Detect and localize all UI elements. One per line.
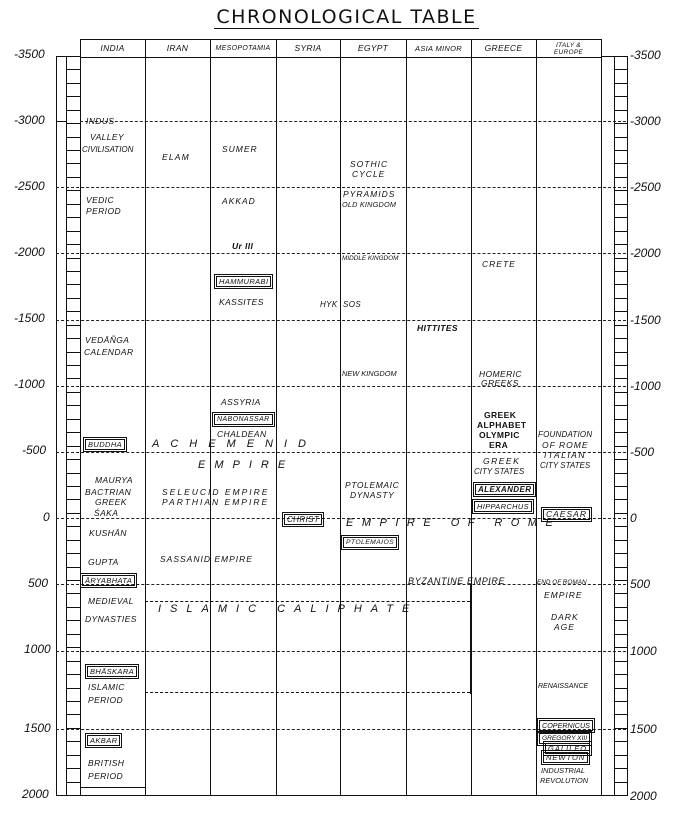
column-divider: [340, 39, 341, 795]
ruler-tick: [614, 284, 627, 285]
india-vedic: VEDIC: [86, 195, 114, 205]
y-label: -500: [22, 443, 47, 457]
ruler-tick: [66, 338, 80, 339]
ruler-tick: [614, 365, 627, 366]
ruler-tick: [66, 782, 80, 783]
india-gupta: GUPTA: [88, 557, 119, 567]
ruler-tick: [614, 688, 627, 689]
ruler-tick: [66, 607, 80, 608]
right-ruler-inner: [614, 56, 615, 795]
column-divider: [601, 39, 602, 795]
ruler-tick: [614, 782, 627, 783]
ruler-tick: [66, 634, 80, 635]
gridline: [56, 187, 626, 188]
egypt-new-kingdom: NEW KINGDOM: [342, 369, 397, 378]
india-kushan: KUSHĀN: [89, 528, 127, 538]
y-label: 2000: [630, 789, 657, 803]
ruler-tick: [66, 701, 80, 702]
header-iran: IRAN: [166, 43, 189, 53]
ruler-tick: [66, 150, 80, 151]
ruler-tick: [614, 513, 627, 514]
header-mesopotamia: MESOPOTAMIA: [215, 45, 271, 52]
ruler-tick: [66, 661, 80, 662]
ruler-tick: [614, 647, 627, 648]
ruler-tick: [66, 217, 80, 218]
ruler-tick: [614, 526, 627, 527]
india-bhaskara-box: BHĀSKARA: [87, 666, 137, 677]
y-label: 1000: [630, 644, 657, 658]
caliphate-start-line: [145, 601, 470, 602]
europe-renaissance: RENAISSANCE: [538, 683, 589, 690]
greece-greek: GREEK: [484, 410, 517, 420]
ruler-tick: [614, 607, 627, 608]
europe-galileo-box: GALILEO: [545, 743, 590, 754]
europe-dark: DARK: [551, 612, 579, 622]
table-bottom: [80, 795, 628, 796]
greece-alexander-box: ALEXANDER: [475, 484, 534, 495]
europe-newton-box: NEWTON: [543, 752, 588, 763]
india-islamic: ISLAMIC: [88, 682, 125, 692]
egypt-old-kingdom: OLD KINGDOM: [342, 200, 397, 209]
ruler-tick: [66, 553, 80, 554]
ruler-tick: [614, 567, 627, 568]
ruler-tick: [66, 405, 80, 406]
india-british-period: PERIOD: [88, 771, 123, 781]
gridline: [56, 320, 626, 321]
ruler-tick: [66, 647, 80, 648]
ruler-tick: [66, 177, 80, 178]
ruler-tick: [614, 110, 627, 111]
y-label: -1500: [630, 313, 661, 327]
india-vedic-period: PERIOD: [86, 206, 121, 216]
gridline: [80, 121, 626, 122]
ruler-tick: [614, 83, 627, 84]
greece-era: ERA: [489, 440, 509, 450]
ruler-tick: [614, 123, 627, 124]
ruler-tick: [614, 352, 627, 353]
ruler-tick: [66, 620, 80, 621]
gridline-stub: [56, 121, 66, 122]
ruler-tick: [614, 674, 627, 675]
ruler-tick: [66, 284, 80, 285]
india-greek: GREEK: [95, 497, 127, 507]
egypt-ptolemaic: PTOLEMAIC: [345, 480, 400, 490]
ruler-tick: [66, 714, 80, 715]
ruler-tick: [66, 258, 80, 259]
ruler-tick: [66, 432, 80, 433]
ruler-tick: [66, 271, 80, 272]
ruler-tick: [66, 419, 80, 420]
india-maurya: MAURYA: [95, 475, 133, 485]
india-british: BRITISH: [88, 758, 125, 768]
column-divider: [145, 39, 146, 795]
y-label: -1500: [14, 311, 45, 325]
ruler-tick: [614, 768, 627, 769]
greece-greek-2: GREEK: [483, 456, 521, 466]
ruler-tick: [66, 325, 80, 326]
ruler-tick: [614, 553, 627, 554]
europe-end-of-roman: END OF ROMAN: [537, 579, 587, 586]
ruler-tick: [614, 258, 627, 259]
gridline: [56, 386, 626, 387]
europe-gregory-box: GREGORY XIII: [539, 733, 590, 744]
ruler-tick: [614, 620, 627, 621]
ruler-tick: [66, 123, 80, 124]
europe-empire: EMPIRE: [544, 590, 583, 600]
ruler-tick: [614, 177, 627, 178]
islamic-caliphate-label: ISLAMIC CALIPHATE: [158, 603, 419, 615]
meso-akkad: AKKAD: [222, 196, 256, 206]
ruler-tick: [66, 499, 80, 500]
ruler-tick: [66, 674, 80, 675]
y-label: -3500: [630, 48, 661, 62]
india-calendar: CALENDAR: [84, 347, 134, 357]
ruler-tick: [66, 231, 80, 232]
ruler-tick: [614, 701, 627, 702]
ruler-tick: [66, 190, 80, 191]
ruler-tick: [614, 217, 627, 218]
egypt-middle-kingdom: MIDDLE KINGDOM: [342, 255, 399, 262]
ruler-tick: [66, 311, 80, 312]
ruler-tick: [66, 593, 80, 594]
india-bottom-line: [80, 787, 145, 788]
ruler-tick: [66, 365, 80, 366]
greece-greeks: GREEKS: [481, 378, 519, 388]
greece-hipparchus-box: HIPPARCHUS: [474, 501, 532, 512]
ruler-tick: [66, 352, 80, 353]
europe-copernicus-box: COPERNICUS: [539, 720, 593, 731]
europe-foundation: FOUNDATION: [538, 430, 593, 439]
column-divider: [210, 39, 211, 795]
ruler-tick: [614, 432, 627, 433]
column-divider: [406, 39, 407, 795]
ruler-tick: [614, 69, 627, 70]
y-label: -500: [630, 445, 655, 459]
y-label: 1000: [24, 642, 51, 656]
ruler-tick: [66, 459, 80, 460]
y-label: -2000: [14, 245, 45, 259]
empire-of-rome-label: EMPIRE OF ROME: [346, 517, 562, 529]
y-label: 0: [630, 511, 637, 525]
europe-age: AGE: [554, 622, 575, 632]
ruler-tick: [614, 311, 627, 312]
greece-olympic: OLYMPIC: [479, 430, 520, 440]
greece-homeric: HOMERIC: [479, 369, 522, 379]
meso-kassites: KASSITES: [219, 297, 264, 307]
india-medieval: MEDIEVAL: [88, 596, 134, 606]
ruler-tick: [66, 486, 80, 487]
meso-ur-iii: Ur III: [232, 241, 254, 251]
ruler-tick: [614, 392, 627, 393]
meso-sumer: SUMER: [222, 144, 258, 154]
y-label: 1500: [630, 722, 657, 736]
ruler-tick: [614, 741, 627, 742]
ruler-tick: [66, 473, 80, 474]
right-ruler-edge: [627, 56, 628, 795]
meso-assyria: ASSYRIA: [221, 397, 261, 407]
ruler-tick: [614, 419, 627, 420]
ruler-top: [56, 56, 80, 57]
gridline: [56, 452, 626, 453]
ruler-tick: [614, 634, 627, 635]
ruler-tick: [614, 714, 627, 715]
greece-crete: CRETE: [482, 259, 516, 269]
ruler-tick: [66, 768, 80, 769]
ruler-tick: [614, 473, 627, 474]
ruler-tick: [614, 137, 627, 138]
header-egypt: EGYPT: [357, 43, 389, 53]
ruler-tick: [614, 244, 627, 245]
egypt-sos: SOS: [343, 300, 362, 309]
ruler-tick: [66, 96, 80, 97]
ruler-tick: [66, 378, 80, 379]
greece-alphabet: ALPHABET: [477, 420, 527, 430]
india-islamic-period: PERIOD: [88, 695, 123, 705]
meso-nabonassar-box: NABONASSAR: [214, 414, 273, 425]
greece-city-states: CITY STATES: [474, 467, 525, 476]
india-dynasties: DYNASTIES: [85, 614, 137, 624]
ruler-tick: [614, 338, 627, 339]
left-ruler-edge: [56, 56, 57, 795]
egypt-pyramids: PYRAMIDS: [343, 189, 396, 199]
ruler-top-right: [601, 56, 628, 57]
y-label: 2000: [22, 787, 49, 801]
ruler-tick: [66, 446, 80, 447]
india-civilisation: CIVILISATION: [82, 145, 134, 154]
ruler-tick: [66, 204, 80, 205]
y-label: -3500: [14, 47, 45, 61]
y-label: 500: [28, 576, 49, 590]
ruler-tick: [614, 580, 627, 581]
ruler-tick: [614, 499, 627, 500]
ruler-tick: [614, 231, 627, 232]
meso-chaldean: CHALDEAN: [217, 429, 267, 439]
ruler-tick: [614, 540, 627, 541]
ruler-tick: [66, 83, 80, 84]
iran-parthian: PARTHIAN EMPIRE: [162, 497, 270, 507]
byzantine-boundary: [470, 584, 471, 694]
ruler-tick: [614, 325, 627, 326]
india-akbar-box: AKBAR: [87, 735, 120, 746]
y-label: -2500: [630, 180, 661, 194]
left-ruler-inner: [66, 56, 67, 795]
achemenid-empire-label: EMPIRE: [198, 459, 295, 471]
india-indus: INDUS: [86, 116, 115, 126]
ruler-tick: [66, 755, 80, 756]
iran-elam: ELAM: [162, 152, 190, 162]
page-title: CHRONOLOGICAL TABLE: [216, 6, 477, 28]
y-label: -2000: [630, 246, 661, 260]
egypt-ptolemaios-box: PTOLEMAIOS: [343, 537, 397, 548]
egypt-cycle: CYCLE: [352, 169, 386, 179]
iran-seleucid: SELEUCID EMPIRE: [162, 487, 270, 497]
caliphate-end-line: [145, 692, 470, 693]
y-label: 0: [43, 510, 50, 524]
gridline: [56, 651, 626, 652]
asia-minor-hittites: HITTITES: [417, 323, 458, 333]
europe-city-states: CITY STATES: [540, 461, 591, 470]
syria-christ-box: CHRIST: [284, 514, 322, 525]
header-syria: SYRIA: [294, 43, 322, 53]
ruler-tick: [614, 378, 627, 379]
y-label: -1000: [14, 377, 45, 391]
column-divider: [276, 39, 277, 795]
ruler-tick: [66, 244, 80, 245]
ruler-tick: [614, 298, 627, 299]
egypt-dynasty: DYNASTY: [350, 490, 395, 500]
india-vedanga: VEDĀÑGA: [85, 335, 130, 345]
ruler-tick: [614, 661, 627, 662]
europe-of-rome: OF ROME: [542, 440, 589, 450]
ruler-tick: [66, 540, 80, 541]
ruler-tick: [614, 204, 627, 205]
ruler-tick: [614, 593, 627, 594]
india-saka: ŚAKA: [94, 508, 119, 518]
europe-italian: ITALIAN: [544, 450, 586, 460]
ruler-tick: [614, 190, 627, 191]
ruler-tick: [614, 271, 627, 272]
ruler-tick: [614, 446, 627, 447]
ruler-tick: [66, 567, 80, 568]
ruler-tick: [66, 513, 80, 514]
ruler-tick: [614, 96, 627, 97]
egypt-sothic: SOTHIC: [350, 159, 389, 169]
ruler-tick: [66, 392, 80, 393]
y-label: -3000: [14, 113, 45, 127]
iran-sassanid: SASSANID EMPIRE: [160, 554, 253, 564]
europe-caesar-box: CAESAR: [543, 509, 590, 520]
india-valley: VALLEY: [90, 132, 125, 142]
gridline: [56, 253, 626, 254]
ruler-tick: [66, 741, 80, 742]
ruler-tick: [614, 163, 627, 164]
header-italy-europe: ITALY & EUROPE: [553, 42, 584, 56]
header-greece: GREECE: [484, 43, 523, 53]
india-aryabhata-box: ĀRYABHATA: [82, 575, 135, 586]
ruler-tick: [66, 298, 80, 299]
y-label: 1500: [24, 721, 51, 735]
ruler-tick: [66, 580, 80, 581]
y-label: -2500: [14, 179, 45, 193]
europe-industrial: INDUSTRIAL: [541, 766, 585, 775]
ruler-tick: [66, 137, 80, 138]
ruler-tick: [614, 150, 627, 151]
europe-revolution: REVOLUTION: [540, 776, 589, 785]
header-india: INDIA: [100, 43, 125, 53]
ruler-tick: [614, 755, 627, 756]
ruler-tick: [66, 688, 80, 689]
y-label: -1000: [630, 379, 661, 393]
ruler-tick: [614, 459, 627, 460]
ruler-tick: [66, 526, 80, 527]
syria-hyk: HYK: [320, 300, 338, 309]
ruler-tick: [614, 486, 627, 487]
ruler-tick: [66, 69, 80, 70]
ruler-tick: [614, 405, 627, 406]
india-bactrian: BACTRIAN: [85, 487, 132, 497]
header-asia-minor: ASIA MINOR: [415, 44, 462, 53]
ruler-tick: [66, 163, 80, 164]
meso-hammurabi-box: HAMMURABI: [216, 276, 271, 287]
y-label: 500: [630, 577, 651, 591]
ruler-tick: [66, 110, 80, 111]
achemenid-label: ACHEMENID: [152, 438, 318, 450]
asia-minor-byzantine: BYZANTINE EMPIRE: [408, 576, 506, 586]
y-label: -3000: [630, 114, 661, 128]
india-buddha-box: BUDDHA: [85, 439, 125, 450]
